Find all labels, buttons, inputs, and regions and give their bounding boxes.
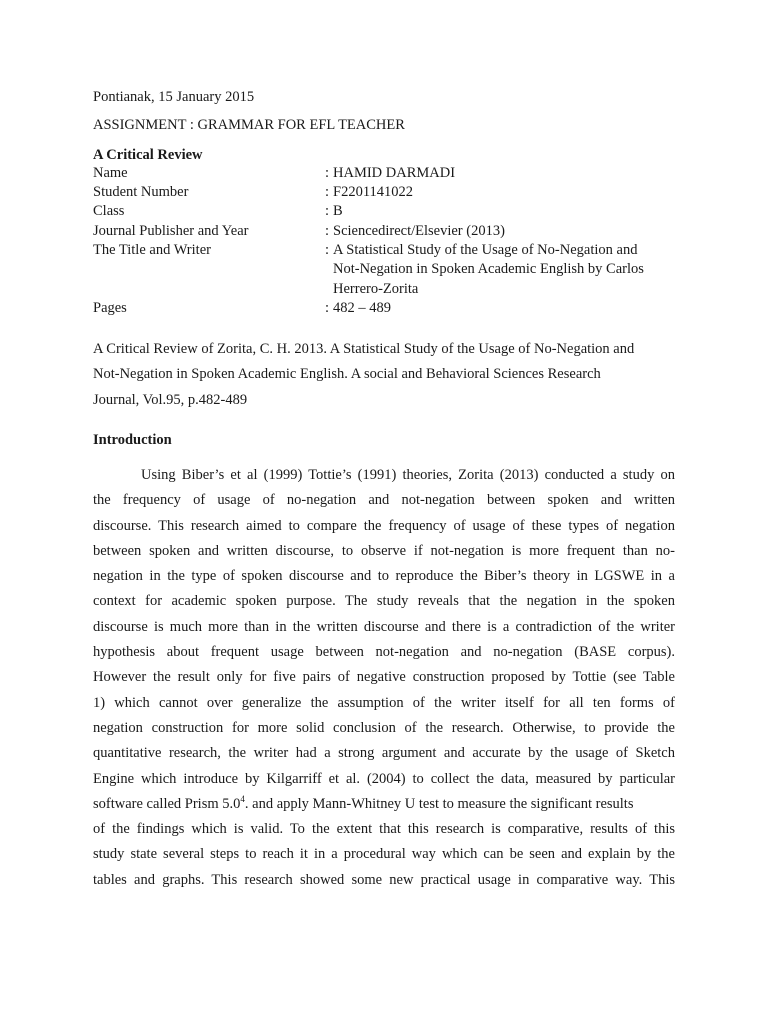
info-label: Journal Publisher and Year bbox=[93, 223, 249, 239]
introduction-paragraph bbox=[93, 463, 675, 893]
paragraph-line: hypothesis about frequent usage between not-negation and no-negation (BASE corpus). bbox=[93, 644, 675, 661]
paragraph-line: tables and graphs. This research showed some new practical usage in comparative way. This bbox=[93, 871, 675, 888]
review-title: A Critical Review bbox=[93, 147, 203, 163]
paragraph-line: 1) which cannot over generalize the assumption of the writer itself for all ten forms of bbox=[93, 694, 675, 711]
paragraph-line bbox=[93, 792, 675, 817]
citation-line: Journal, Vol.95, p.482-489 bbox=[93, 391, 248, 408]
document-page: Pontianak, 15 January 2015 ASSIGNMENT : GRAMMAR FOR EFL TEACHER A Critical Review Name : HAMID DARMADI Student Number : F2201141022 Class : B Journal Publisher and Year : Sciencedirect/Elsevier (2013) The Title and Writer : A Statistical Study of the Usage of No-Negation and Not-Negation in Spoken Academic English by Carlos Herrero-Zorita Pages : 482 – 489 A Critical Review of Zorita, C. H. 2013. A Statistical Study of the Usage of No-Negation and Not-Negation in Spoken Academic English. A social and Behavioral Sciences Research Journal, Vol.95, p.482-489 Introduction Using Biber’s et al (1999) Tottie’s (1991) theories, Zorita (2013) conducted a study on the frequency of usage of no-negation and not-negation between spoken and written discourse. This research aimed to compare the frequency of usage of these types of negation between spoken and written discourse, to observe if not-negation is more frequent than no- negation in the type of spoken discourse and to reproduce the Biber’s theory in LGSWE in a context for academic spoken purpose. The study reveals that the negation in the spoken discourse is much more than in the written discourse and there is a contradiction of the writer hypothesis about frequent usage between not-negation and no-negation (BASE corpus). However the result only for five pairs of negative construction proposed by Tottie (see Table 1) which cannot over generalize the assumption of the writer itself for all ten forms of negation construction for more solid conclusion of the research. Otherwise, to provide the quantitative research, the writer had a strong argument and accurate by the usage of Sketch Engine which introduce by Kilgarriff et al. (2004) to collect the data, measured by particular software called Prism $5.0^4$. and apply Mann-Whitney U test to measure the significant results of the findings which is valid. To the extent that this research is comparative, results of this study state several steps to reach it in a procedural way which can be seen and explain by the tables and graphs. This research showed some new practical usage in comparative way. This bbox=[0, 0, 768, 1024]
paragraph-line: negation construction for more solid conclusion of the research. Otherwise, to provide the bbox=[93, 719, 675, 736]
paragraph-line: between spoken and written discourse, to observe if not-negation is more frequent than no- bbox=[93, 542, 675, 559]
info-value: Sciencedirect/Elsevier (2013) bbox=[333, 223, 505, 239]
paragraph-line: context for academic spoken purpose. The study reveals that the negation in the spoken bbox=[93, 593, 675, 610]
info-value: F2201141022 bbox=[333, 184, 414, 200]
paragraph-line: discourse is much more than in the written discourse and there is a contradiction of the writer bbox=[93, 618, 675, 635]
paragraph-line: of the findings which is valid. To the extent that this research is comparative, results of this bbox=[93, 821, 675, 838]
paragraph-line: study state several steps to reach it in a procedural way which can be seen and explain by the bbox=[93, 846, 675, 863]
info-label: Class bbox=[93, 203, 125, 219]
paragraph-line: Engine which introduce by Kilgarriff et al. (2004) to collect the data, measured by particular bbox=[93, 770, 675, 787]
date-line: Pontianak, 15 January 2015 bbox=[93, 89, 255, 105]
paragraph-line: discourse. This research aimed to compare the frequency of usage of these types of negation bbox=[93, 517, 675, 534]
info-value: A Statistical Study of the Usage of No-Negation and bbox=[333, 242, 638, 258]
paragraph-line: Using Biber’s et al (1999) Tottie’s (1991) theories, Zorita (2013) conducted a study on bbox=[141, 467, 675, 483]
info-value: Not-Negation in Spoken Academic English by Carlos bbox=[333, 261, 644, 278]
info-value: B bbox=[333, 203, 343, 219]
info-label: The Title and Writer bbox=[93, 242, 211, 258]
citation bbox=[93, 337, 678, 413]
info-label: Pages bbox=[93, 300, 127, 316]
footnote-marker: 4 bbox=[240, 794, 245, 805]
paragraph-line: the frequency of usage of no-negation and not-negation between spoken and written bbox=[93, 492, 675, 509]
paragraph-line: quantitative research, the writer had a strong argument and accurate by the usage of Sketch bbox=[93, 745, 675, 762]
paragraph-fragment: software called Prism 5.0 bbox=[93, 795, 241, 812]
paragraph-line: However the result only for five pairs of negative construction proposed by Tottie (see Table bbox=[93, 669, 675, 686]
introduction-heading: Introduction bbox=[93, 432, 172, 448]
citation-line: Not-Negation in Spoken Academic English. A social and Behavioral Sciences Research bbox=[93, 366, 601, 383]
citation-line: A Critical Review of Zorita, C. H. 2013. A Statistical Study of the Usage of No-Negation and bbox=[93, 341, 635, 357]
assignment-heading: ASSIGNMENT : GRAMMAR FOR EFL TEACHER bbox=[93, 117, 405, 133]
paragraph-fragment: . and apply Mann-Whitney U test to measure the significant results bbox=[244, 795, 634, 812]
info-value: HAMID DARMADI bbox=[333, 165, 456, 181]
info-value: 482 – 489 bbox=[333, 300, 391, 316]
info-value: Herrero-Zorita bbox=[333, 280, 419, 297]
info-label: Name bbox=[93, 165, 128, 181]
info-label: Student Number bbox=[93, 184, 189, 200]
paragraph-line: negation in the type of spoken discourse and to reproduce the Biber’s theory in LGSWE in a bbox=[93, 568, 675, 585]
